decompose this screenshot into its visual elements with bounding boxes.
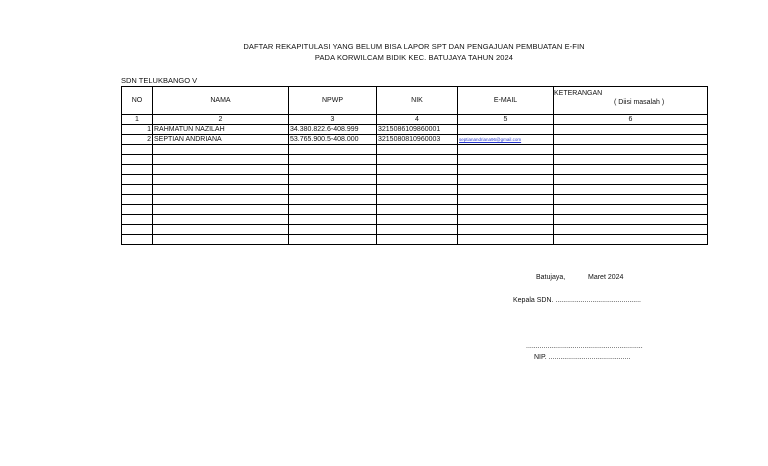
- column-number: 3: [289, 115, 377, 125]
- empty-cell: [153, 185, 289, 195]
- cell-no: 1: [122, 125, 153, 135]
- signature-nip: NIP. ..........................................: [534, 354, 631, 361]
- empty-cell: [377, 175, 458, 185]
- empty-cell: [153, 205, 289, 215]
- empty-cell: [289, 235, 377, 245]
- column-number: 4: [377, 115, 458, 125]
- empty-cell: [554, 165, 708, 175]
- empty-cell: [377, 225, 458, 235]
- cell-nama: RAHMATUN NAZILAH: [153, 125, 289, 135]
- empty-cell: [377, 155, 458, 165]
- empty-cell: [458, 185, 554, 195]
- empty-cell: [377, 235, 458, 245]
- column-number: 1: [122, 115, 153, 125]
- empty-cell: [122, 195, 153, 205]
- empty-cell: [377, 145, 458, 155]
- signature-name-line: ............................................................: [526, 343, 643, 350]
- empty-table-row: [122, 235, 708, 245]
- cell-no: 2: [122, 135, 153, 145]
- cell-nik: 3215086109860001: [377, 125, 458, 135]
- empty-cell: [289, 205, 377, 215]
- empty-cell: [153, 225, 289, 235]
- empty-cell: [289, 215, 377, 225]
- column-number: 5: [458, 115, 554, 125]
- empty-cell: [377, 215, 458, 225]
- empty-cell: [153, 145, 289, 155]
- empty-cell: [458, 165, 554, 175]
- table-row: [122, 125, 708, 135]
- cell-email[interactable]: [458, 125, 554, 135]
- empty-cell: [458, 205, 554, 215]
- empty-cell: [122, 145, 153, 155]
- empty-cell: [377, 205, 458, 215]
- column-number-row: [122, 115, 708, 125]
- empty-cell: [458, 195, 554, 205]
- cell-keterangan: [554, 125, 708, 135]
- cell-keterangan: [554, 135, 708, 145]
- empty-cell: [554, 235, 708, 245]
- document-title-line1: DAFTAR REKAPITULASI YANG BELUM BISA LAPOR SPT DAN PENGAJUAN PEMBUATAN E-FIN: [243, 42, 585, 51]
- empty-cell: [554, 155, 708, 165]
- col-header-nik: NIK: [377, 87, 458, 115]
- empty-cell: [122, 155, 153, 165]
- empty-cell: [122, 175, 153, 185]
- empty-cell: [122, 225, 153, 235]
- recap-table: [121, 86, 708, 245]
- empty-cell: [458, 155, 554, 165]
- col-header-email: E-MAIL: [458, 87, 554, 115]
- empty-cell: [289, 225, 377, 235]
- empty-cell: [377, 195, 458, 205]
- empty-cell: [458, 145, 554, 155]
- empty-cell: [153, 165, 289, 175]
- empty-cell: [377, 165, 458, 175]
- empty-cell: [458, 175, 554, 185]
- empty-cell: [122, 215, 153, 225]
- empty-cell: [122, 235, 153, 245]
- table-header-row: [122, 87, 708, 115]
- empty-table-row: [122, 185, 708, 195]
- column-number: 2: [153, 115, 289, 125]
- empty-cell: [153, 175, 289, 185]
- signature-place: Batujaya,: [536, 274, 566, 281]
- signature-date: Maret 2024: [588, 274, 624, 281]
- empty-cell: [458, 215, 554, 225]
- empty-table-row: [122, 165, 708, 175]
- cell-npwp: 34.380.822.6-408.999: [289, 125, 377, 135]
- empty-cell: [122, 165, 153, 175]
- col-header-no: NO: [122, 87, 153, 115]
- empty-cell: [153, 195, 289, 205]
- empty-table-row: [122, 205, 708, 215]
- empty-table-row: [122, 225, 708, 235]
- empty-cell: [554, 185, 708, 195]
- empty-cell: [554, 205, 708, 215]
- table-row: [122, 135, 708, 145]
- cell-email-link[interactable]: septianandriana96@gmail.com: [458, 135, 554, 145]
- empty-cell: [458, 235, 554, 245]
- empty-cell: [289, 155, 377, 165]
- col-header-npwp: NPWP: [289, 87, 377, 115]
- empty-cell: [289, 185, 377, 195]
- empty-table-row: [122, 175, 708, 185]
- empty-cell: [122, 185, 153, 195]
- empty-cell: [122, 205, 153, 215]
- empty-table-row: [122, 145, 708, 155]
- empty-table-row: [122, 215, 708, 225]
- col-header-keterangan: [554, 87, 708, 115]
- empty-cell: [554, 175, 708, 185]
- empty-cell: [153, 235, 289, 245]
- col-header-nama: NAMA: [153, 87, 289, 115]
- empty-cell: [289, 195, 377, 205]
- empty-cell: [554, 145, 708, 155]
- column-number: 6: [554, 115, 708, 125]
- cell-nik: 3215080810960003: [377, 135, 458, 145]
- empty-cell: [289, 165, 377, 175]
- empty-cell: [377, 185, 458, 195]
- empty-cell: [458, 225, 554, 235]
- empty-cell: [153, 155, 289, 165]
- empty-cell: [153, 215, 289, 225]
- keterangan-label: KETERANGAN: [554, 90, 603, 97]
- empty-cell: [554, 195, 708, 205]
- empty-cell: [554, 215, 708, 225]
- empty-cell: [289, 175, 377, 185]
- keterangan-note: ( Diisi masalah ): [614, 99, 665, 106]
- cell-npwp: 53.765.900.5-408.000: [289, 135, 377, 145]
- empty-cell: [554, 225, 708, 235]
- cell-nama: SEPTIAN ANDRIANA: [153, 135, 289, 145]
- empty-table-row: [122, 155, 708, 165]
- empty-cell: [289, 145, 377, 155]
- empty-table-row: [122, 195, 708, 205]
- document-title-line2: PADA KORWILCAM BIDIK KEC. BATUJAYA TAHUN 2024: [314, 53, 514, 62]
- signature-kepala-sdn: Kepala SDN. ............................................: [513, 297, 641, 304]
- school-name: SDN TELUKBANGO V: [121, 76, 198, 85]
